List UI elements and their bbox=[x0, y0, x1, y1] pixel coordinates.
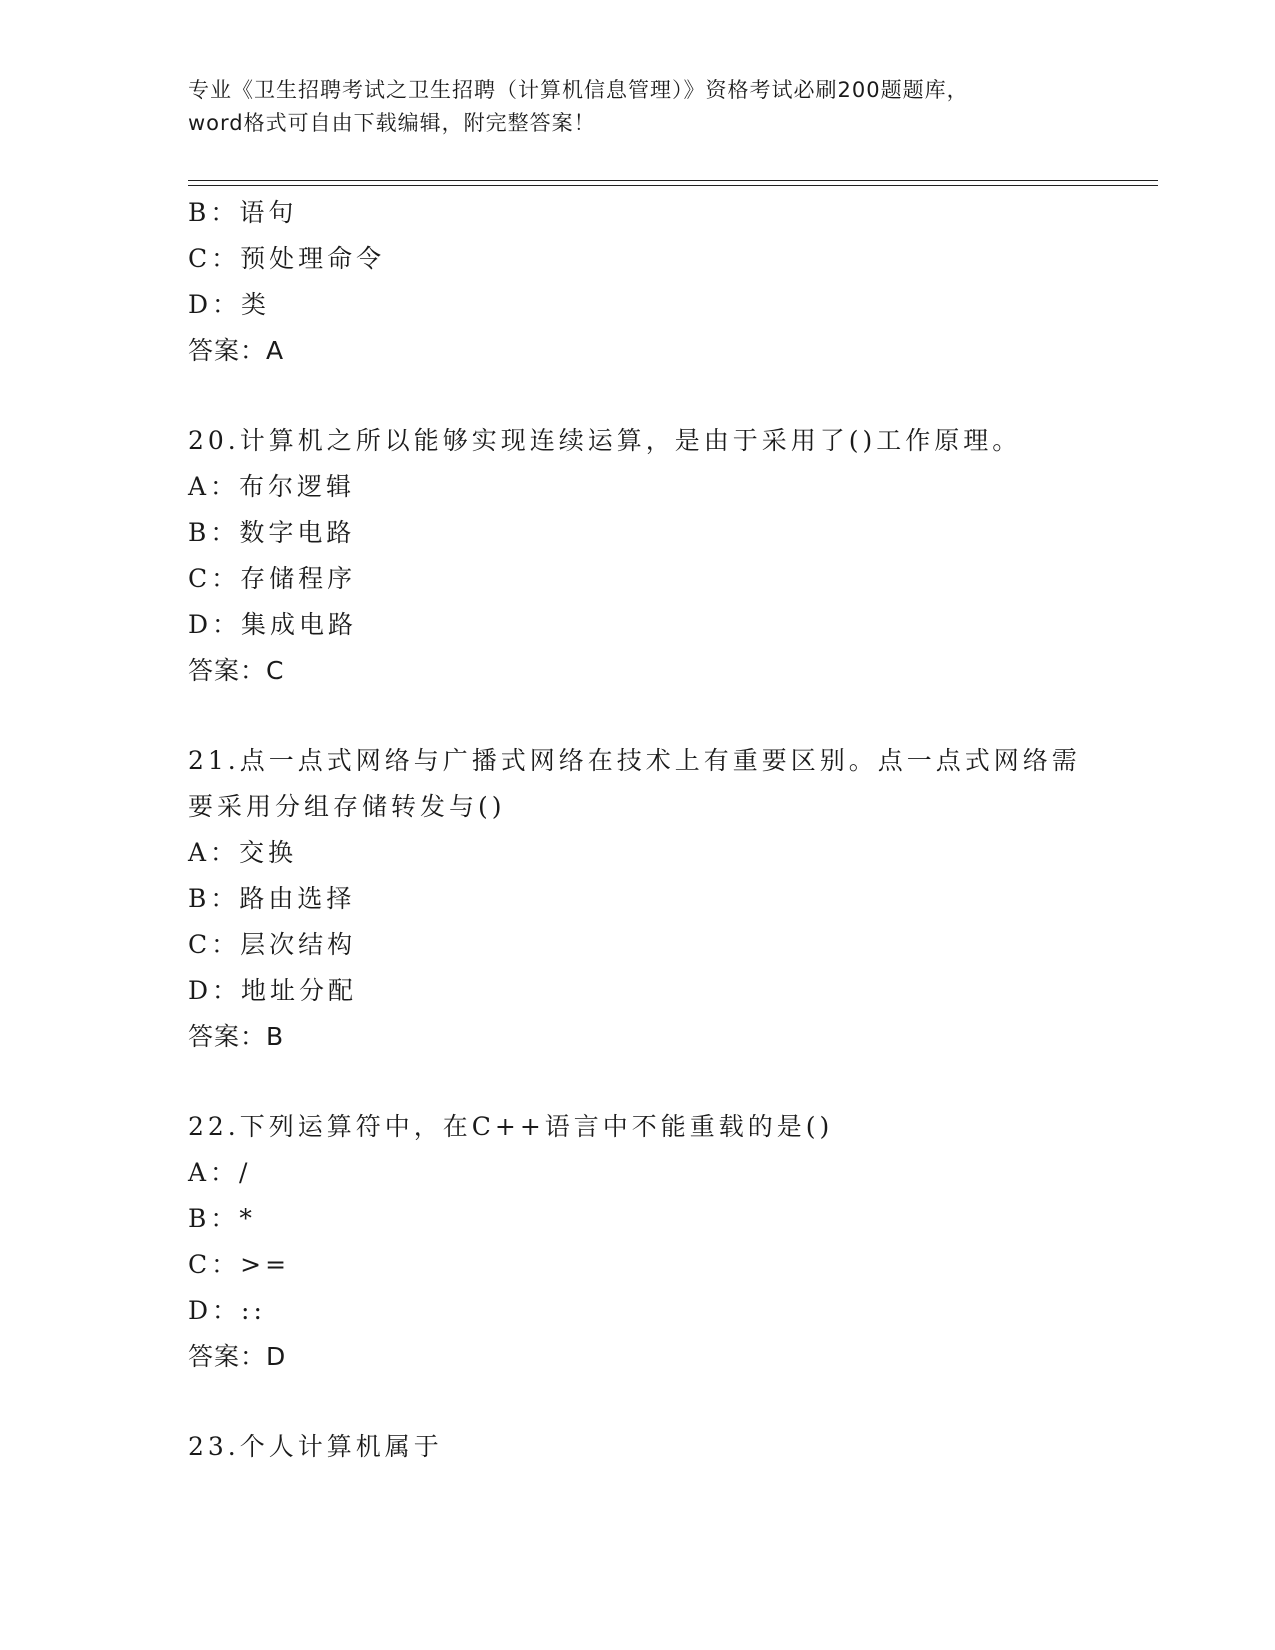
option-b: B：语句 bbox=[188, 198, 298, 227]
document-header bbox=[188, 74, 1088, 140]
header-title-line-2: word格式可自由下载编辑，附完整答案！ bbox=[188, 111, 596, 135]
option-d: D：类 bbox=[188, 290, 271, 319]
option-a: A：交换 bbox=[188, 838, 298, 867]
option-b: B：路由选择 bbox=[188, 884, 356, 913]
question-stem: 20.计算机之所以能够实现连续运算，是由于采用了()工作原理。 bbox=[188, 426, 1022, 455]
option-c: C：存储程序 bbox=[188, 564, 357, 593]
header-divider-bottom bbox=[188, 185, 1158, 186]
answer-line: 答案：C bbox=[188, 656, 285, 685]
spacer bbox=[188, 374, 1088, 418]
question-stem: 23.个人计算机属于 bbox=[188, 1432, 443, 1461]
option-b: B：数字电路 bbox=[188, 518, 356, 547]
answer-line: 答案：A bbox=[188, 336, 285, 365]
answer-line: 答案：B bbox=[188, 1022, 285, 1051]
spacer bbox=[188, 694, 1088, 738]
question-21 bbox=[188, 738, 1088, 1060]
option-d: D：地址分配 bbox=[188, 976, 358, 1005]
spacer bbox=[188, 1060, 1088, 1104]
question-stem: 22.下列运算符中，在C++语言中不能重载的是() bbox=[188, 1112, 834, 1141]
option-a: A：/ bbox=[188, 1158, 252, 1187]
option-d: D：集成电路 bbox=[188, 610, 358, 639]
question-list bbox=[188, 190, 1088, 1470]
question-19-continued bbox=[188, 190, 1088, 374]
header-title-line-1: 专业《卫生招聘考试之卫生招聘（计算机信息管理）》资格考试必刷200题题库， bbox=[188, 78, 969, 102]
answer-line: 答案：D bbox=[188, 1342, 287, 1371]
question-22 bbox=[188, 1104, 1088, 1380]
option-c: C：层次结构 bbox=[188, 930, 357, 959]
option-c: C：>= bbox=[188, 1250, 291, 1279]
header-divider-top bbox=[188, 180, 1158, 181]
spacer bbox=[188, 1380, 1088, 1424]
option-a: A：布尔逻辑 bbox=[188, 472, 356, 501]
option-d: D：:: bbox=[188, 1296, 266, 1325]
question-stem-line-2: 要采用分组存储转发与() bbox=[188, 792, 506, 821]
option-b: B：* bbox=[188, 1204, 256, 1233]
question-20 bbox=[188, 418, 1088, 694]
option-c: C：预处理命令 bbox=[188, 244, 386, 273]
question-23 bbox=[188, 1424, 1088, 1470]
question-stem-line-1: 21.点一点式网络与广播式网络在技术上有重要区别。点一点式网络需 bbox=[188, 746, 1081, 775]
